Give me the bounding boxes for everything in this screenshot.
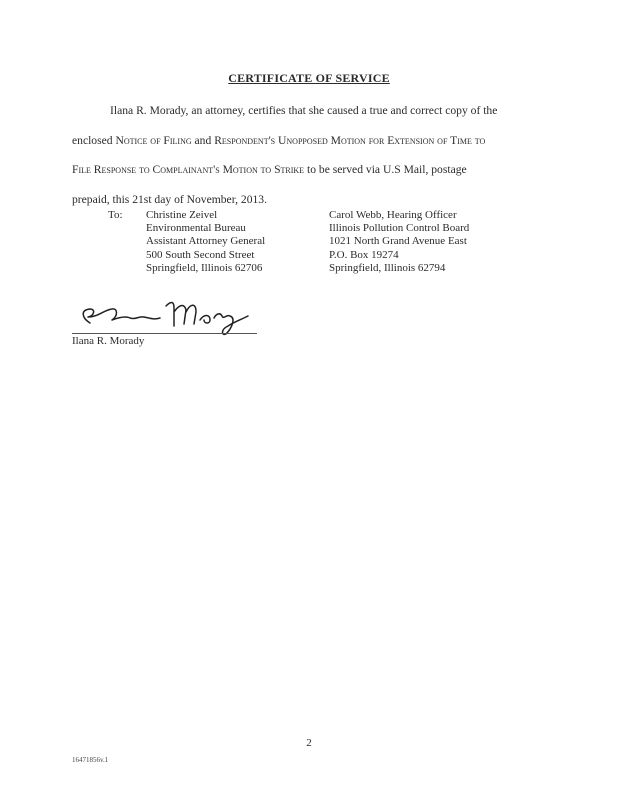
motion-title-part-1: Respondent's Unopposed Motion for Extension of Time to: [214, 133, 486, 147]
paragraph-line-1: Ilana R. Morady, an attorney, certifies that she caused a true and correct copy of the: [110, 104, 498, 117]
address-line: Springfield, Illinois 62794: [329, 261, 446, 274]
address-line: Springfield, Illinois 62706: [146, 261, 263, 274]
signer-name: Ilana R. Morady: [72, 335, 145, 347]
signature-line: [72, 333, 257, 334]
paragraph-line-2-mid: and: [191, 133, 215, 147]
paragraph-line-4: prepaid, this 21st day of November, 2013.: [72, 192, 267, 206]
motion-title-part-2: File Response to Complainant's Motion to Strike: [72, 163, 305, 176]
address-line: P.O. Box 19274: [329, 248, 399, 261]
handwritten-signature: [68, 290, 268, 336]
paragraph-line-2-prefix: enclosed: [72, 133, 116, 147]
paragraph-line-3: [72, 155, 552, 185]
to-label: To:: [108, 209, 123, 221]
address-line: Carol Webb, Hearing Officer: [329, 209, 457, 221]
recipient-address-right: [329, 209, 469, 275]
address-line: Christine Zeivel: [146, 209, 218, 221]
paragraph-line-2: [72, 126, 552, 156]
address-line: 1021 North Grand Avenue East: [329, 235, 467, 248]
certification-paragraph: [72, 96, 552, 214]
address-line: Assistant Attorney General: [146, 235, 266, 248]
address-line: 500 South Second Street: [146, 248, 255, 261]
address-line: Illinois Pollution Control Board: [329, 222, 470, 235]
address-line: Environmental Bureau: [146, 222, 246, 235]
document-id: 16471856v.1: [72, 756, 109, 764]
notice-of-filing-title: Notice of Filing: [115, 133, 192, 147]
certificate-title: CERTIFICATE OF SERVICE: [228, 71, 390, 85]
paragraph-line-3-suffix: to be served via U.S Mail, postage: [304, 163, 467, 176]
recipient-address-left: [146, 209, 265, 275]
page-number: 2: [306, 737, 312, 749]
